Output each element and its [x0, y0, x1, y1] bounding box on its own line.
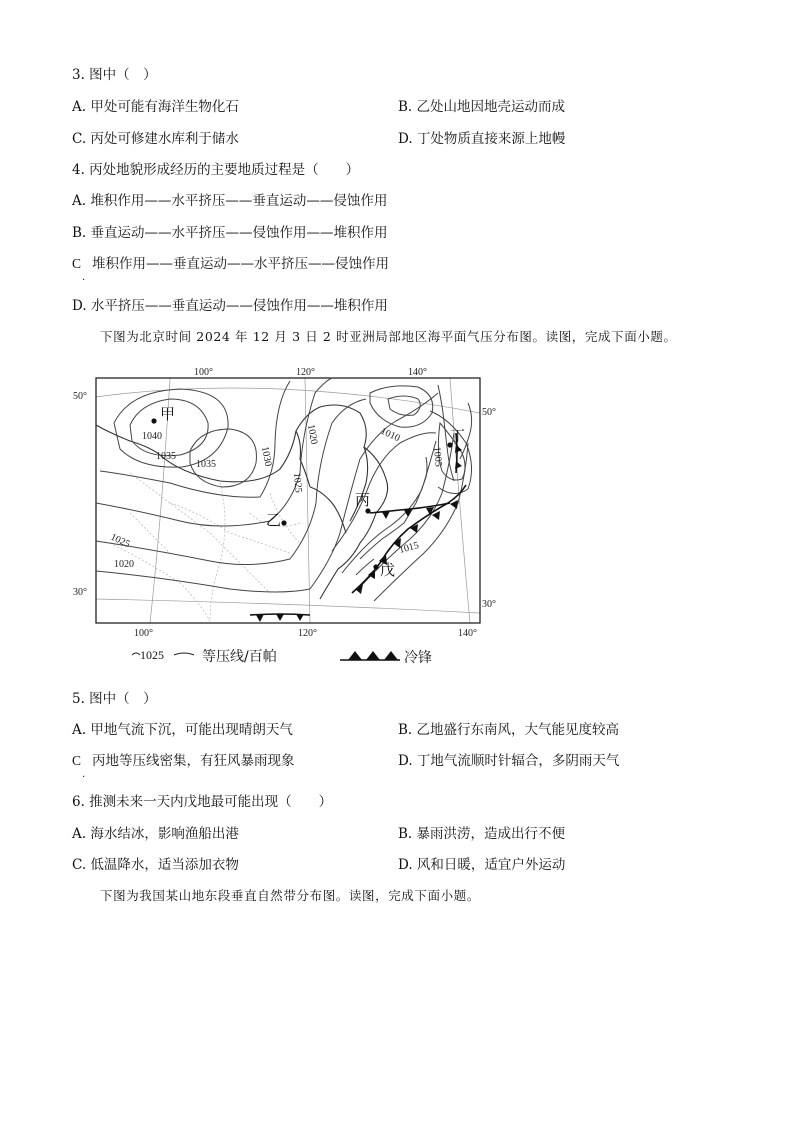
q4-option-c-letter: C — [72, 256, 82, 271]
lat-right-50: 50° — [482, 407, 496, 418]
q6-option-a: A. 海水结冰，影响渔船出港 — [72, 826, 239, 842]
q5-option-c-letter: C — [72, 753, 82, 768]
q5-option-b: B. 乙地盛行东南风，大气能见度较高 — [398, 722, 620, 738]
isobars — [96, 378, 472, 601]
pressure-map — [70, 363, 496, 670]
q5-option-c: 丙地等压线密集，有狂风暴雨现象 — [92, 753, 295, 769]
isobar-label: 1020 — [114, 559, 134, 570]
legend-isobar-value: 1025 — [140, 648, 164, 662]
isobar-label: 1030 — [259, 445, 274, 468]
place-ding: 丁 — [450, 427, 466, 445]
isobar-label: 1025 — [108, 531, 132, 551]
q3-option-d: D. 丁处物质直接来源上地幔 — [398, 131, 566, 147]
q4-stem: 4. 丙处地貌形成经历的主要地质过程是（ ） — [72, 162, 360, 178]
cold-front-triangles — [256, 445, 462, 622]
lat-right-30: 30° — [482, 599, 496, 610]
legend-cold-front: 冷锋 — [404, 650, 432, 666]
isobar-label: 1015 — [397, 540, 421, 556]
jia-dot — [151, 418, 156, 423]
lat-left-30: 30° — [73, 587, 87, 598]
isobar-label: 1040 — [142, 431, 162, 442]
q5-stem: 5. 图中（ ） — [72, 691, 157, 707]
dot-mark: · — [82, 772, 86, 783]
isobar-label: 1020 — [305, 423, 320, 446]
isobar-labels — [109, 424, 444, 570]
lon-bottom-140: 140° — [458, 628, 477, 639]
map-intro: 下图为北京时间 2024 年 12 月 3 日 2 时亚洲局部地区海平面气压分布图。读图，完成下面小题。 — [100, 329, 677, 344]
lon-top-140: 140° — [408, 367, 427, 378]
q3-option-c: C. 丙处可修建水库利于储水 — [72, 131, 239, 147]
wu-dot — [373, 564, 378, 569]
lon-bottom-120: 120° — [298, 628, 317, 639]
next-intro: 下图为我国某山地东段垂直自然带分布图。读图，完成下面小题。 — [100, 888, 480, 903]
isobar-label: 1035 — [196, 459, 216, 470]
isobar-label: 1025 — [291, 472, 304, 494]
q3-option-a: A. 甲处可能有海洋生物化石 — [72, 99, 239, 115]
q3-stem: 3. 图中（ ） — [72, 67, 157, 83]
q4-option-b: B. 垂直运动——水平挤压——侵蚀作用——堆积作用 — [72, 225, 388, 241]
q5-option-d: D. 丁地气流顺时针辐合，多阴雨天气 — [398, 753, 620, 769]
lon-bottom-100: 100° — [134, 628, 153, 639]
lon-top-100: 100° — [194, 367, 213, 378]
place-wu: 戊 — [380, 561, 396, 579]
legend-isobar-label: 等压线/百帕 — [202, 649, 277, 665]
lat-left-50: 50° — [73, 391, 87, 402]
place-jia: 甲 — [160, 405, 176, 423]
q6-option-d: D. 风和日暖，适宜户外运动 — [398, 857, 566, 873]
place-yi: 乙 — [266, 511, 282, 529]
map-legend — [132, 648, 432, 666]
q4-option-d: D. 水平挤压——垂直运动——侵蚀作用——堆积作用 — [72, 298, 388, 314]
bing-dot — [365, 508, 370, 513]
isobar-label: 1010 — [378, 425, 402, 445]
q3-option-b: B. 乙处山地因地壳运动而成 — [398, 99, 566, 115]
q6-option-b: B. 暴雨洪涝，造成出行不便 — [398, 826, 566, 842]
isobar-label: 1005 — [431, 446, 444, 468]
dot-mark: · — [82, 275, 86, 286]
lon-top-120: 120° — [296, 367, 315, 378]
yi-dot — [281, 520, 286, 525]
q4-option-c: 堆积作用——垂直运动——水平挤压——侵蚀作用 — [92, 256, 389, 272]
q6-stem: 6. 推测未来一天内戊地最可能出现（ ） — [72, 794, 333, 810]
q6-option-c: C. 低温降水，适当添加衣物 — [72, 857, 239, 873]
borders — [110, 473, 300, 621]
q5-option-a: A. 甲地气流下沉，可能出现晴朗天气 — [72, 722, 293, 738]
islands-japan — [356, 457, 427, 575]
isobar-label: 1035 — [156, 451, 176, 462]
q4-option-a: A. 堆积作用——水平挤压——垂直运动——侵蚀作用 — [72, 193, 388, 209]
place-bing: 丙 — [355, 491, 371, 509]
